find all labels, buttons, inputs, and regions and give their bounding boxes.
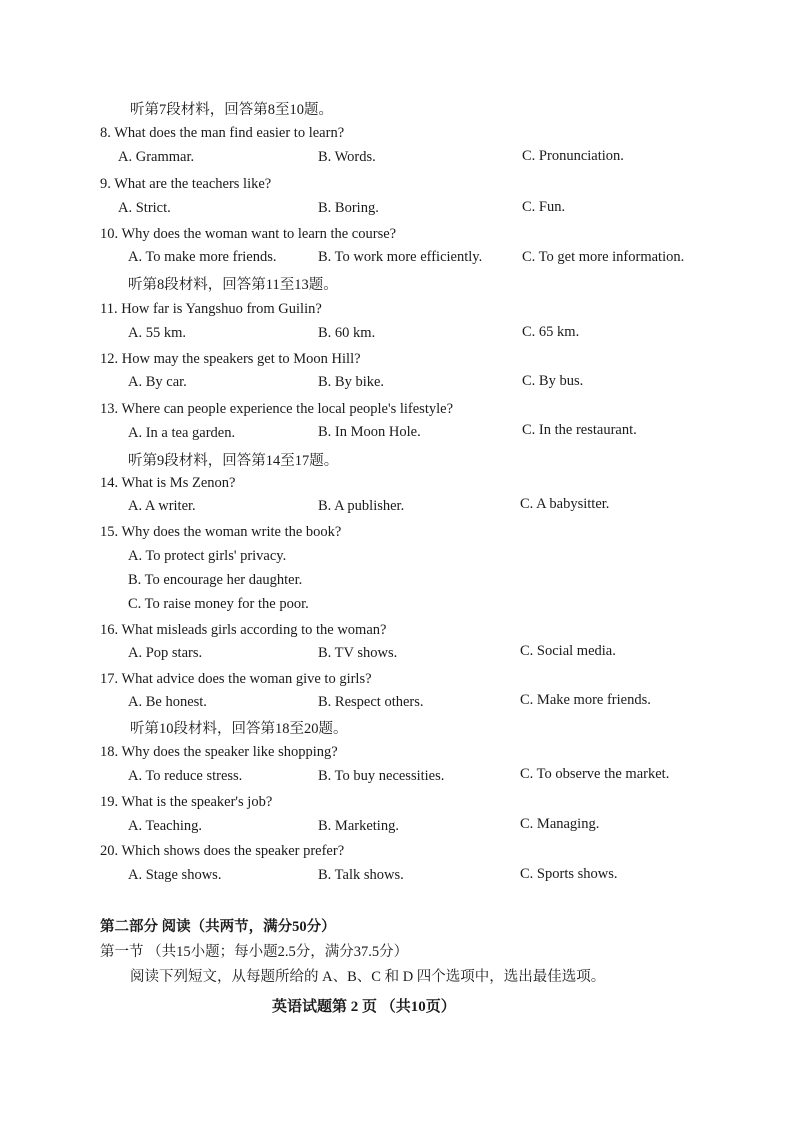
page-footer: 英语试题第 2 页 （共10页） bbox=[272, 999, 456, 1015]
q8-option-c: C. Pronunciation. bbox=[522, 148, 624, 164]
q12-option-c: C. By bus. bbox=[522, 373, 584, 389]
q13-option-c: C. In the restaurant. bbox=[522, 422, 637, 438]
question-9: 9. What are the teachers like? bbox=[100, 176, 272, 192]
q10-option-b: B. To work more efficiently. bbox=[318, 249, 483, 265]
q20-option-b: B. Talk shows. bbox=[318, 867, 404, 883]
question-15: 15. Why does the woman write the book? bbox=[100, 524, 342, 540]
q8-option-a: A. Grammar. bbox=[118, 149, 195, 165]
q9-option-a: A. Strict. bbox=[118, 200, 171, 216]
question-16: 16. What misleads girls according to the woman? bbox=[100, 622, 387, 638]
q18-option-c: C. To observe the market. bbox=[520, 766, 670, 782]
section-one-title: 第一节 （共15小题；每小题2.5分，满分37.5分） bbox=[100, 944, 409, 960]
q16-option-c: C. Social media. bbox=[520, 643, 616, 659]
q18-option-a: A. To reduce stress. bbox=[128, 768, 243, 784]
q14-option-a: A. A writer. bbox=[128, 498, 196, 514]
q17-option-c: C. Make more friends. bbox=[520, 692, 651, 708]
q19-option-c: C. Managing. bbox=[520, 816, 600, 832]
q16-option-b: B. TV shows. bbox=[318, 645, 398, 661]
question-13: 13. Where can people experience the local people's lifestyle? bbox=[100, 401, 453, 417]
question-8: 8. What does the man find easier to learn? bbox=[100, 125, 345, 141]
question-10: 10. Why does the woman want to learn the course? bbox=[100, 226, 397, 242]
q19-option-b: B. Marketing. bbox=[318, 818, 399, 834]
q9-option-b: B. Boring. bbox=[318, 200, 379, 216]
question-14: 14. What is Ms Zenon? bbox=[100, 475, 236, 491]
q15-option-c: C. To raise money for the poor. bbox=[128, 596, 309, 612]
q14-option-c: C. A babysitter. bbox=[520, 496, 610, 512]
q12-option-b: B. By bike. bbox=[318, 374, 385, 390]
question-17: 17. What advice does the woman give to girls? bbox=[100, 671, 372, 687]
question-12: 12. How may the speakers get to Moon Hill? bbox=[100, 351, 361, 367]
question-18: 18. Why does the speaker like shopping? bbox=[100, 744, 338, 760]
q15-option-b: B. To encourage her daughter. bbox=[128, 572, 303, 588]
q20-option-a: A. Stage shows. bbox=[128, 867, 222, 883]
q17-option-b: B. Respect others. bbox=[318, 694, 424, 710]
question-20: 20. Which shows does the speaker prefer? bbox=[100, 843, 345, 859]
question-19: 19. What is the speaker's job? bbox=[100, 794, 273, 810]
q12-option-a: A. By car. bbox=[128, 374, 187, 390]
part-two-title: 第二部分 阅读（共两节，满分50分） bbox=[100, 919, 336, 935]
section-heading-9: 听第9段材料，回答第14至17题。 bbox=[128, 453, 339, 469]
q17-option-a: A. Be honest. bbox=[128, 694, 207, 710]
q20-option-c: C. Sports shows. bbox=[520, 866, 618, 882]
q8-option-b: B. Words. bbox=[318, 149, 376, 165]
q16-option-a: A. Pop stars. bbox=[128, 645, 203, 661]
q11-option-b: B. 60 km. bbox=[318, 325, 376, 341]
section-heading-7: 听第7段材料，回答第8至10题。 bbox=[130, 102, 333, 118]
q14-option-b: B. A publisher. bbox=[318, 498, 405, 514]
q10-option-a: A. To make more friends. bbox=[128, 249, 277, 265]
reading-instruction: 阅读下列短文，从每题所给的 A、B、C 和 D 四个选项中，选出最佳选项。 bbox=[130, 969, 606, 985]
q15-option-a: A. To protect girls' privacy. bbox=[128, 548, 287, 564]
q11-option-c: C. 65 km. bbox=[522, 324, 580, 340]
section-heading-8: 听第8段材料，回答第11至13题。 bbox=[128, 277, 338, 293]
q13-option-b: B. In Moon Hole. bbox=[318, 424, 421, 440]
q19-option-a: A. Teaching. bbox=[128, 818, 203, 834]
q10-option-c: C. To get more information. bbox=[522, 249, 685, 265]
q18-option-b: B. To buy necessities. bbox=[318, 768, 445, 784]
q13-option-a: A. In a tea garden. bbox=[128, 425, 236, 441]
q11-option-a: A. 55 km. bbox=[128, 325, 186, 341]
q9-option-c: C. Fun. bbox=[522, 199, 566, 215]
section-heading-10: 听第10段材料，回答第18至20题。 bbox=[130, 721, 348, 737]
question-11: 11. How far is Yangshuo from Guilin? bbox=[100, 301, 322, 317]
